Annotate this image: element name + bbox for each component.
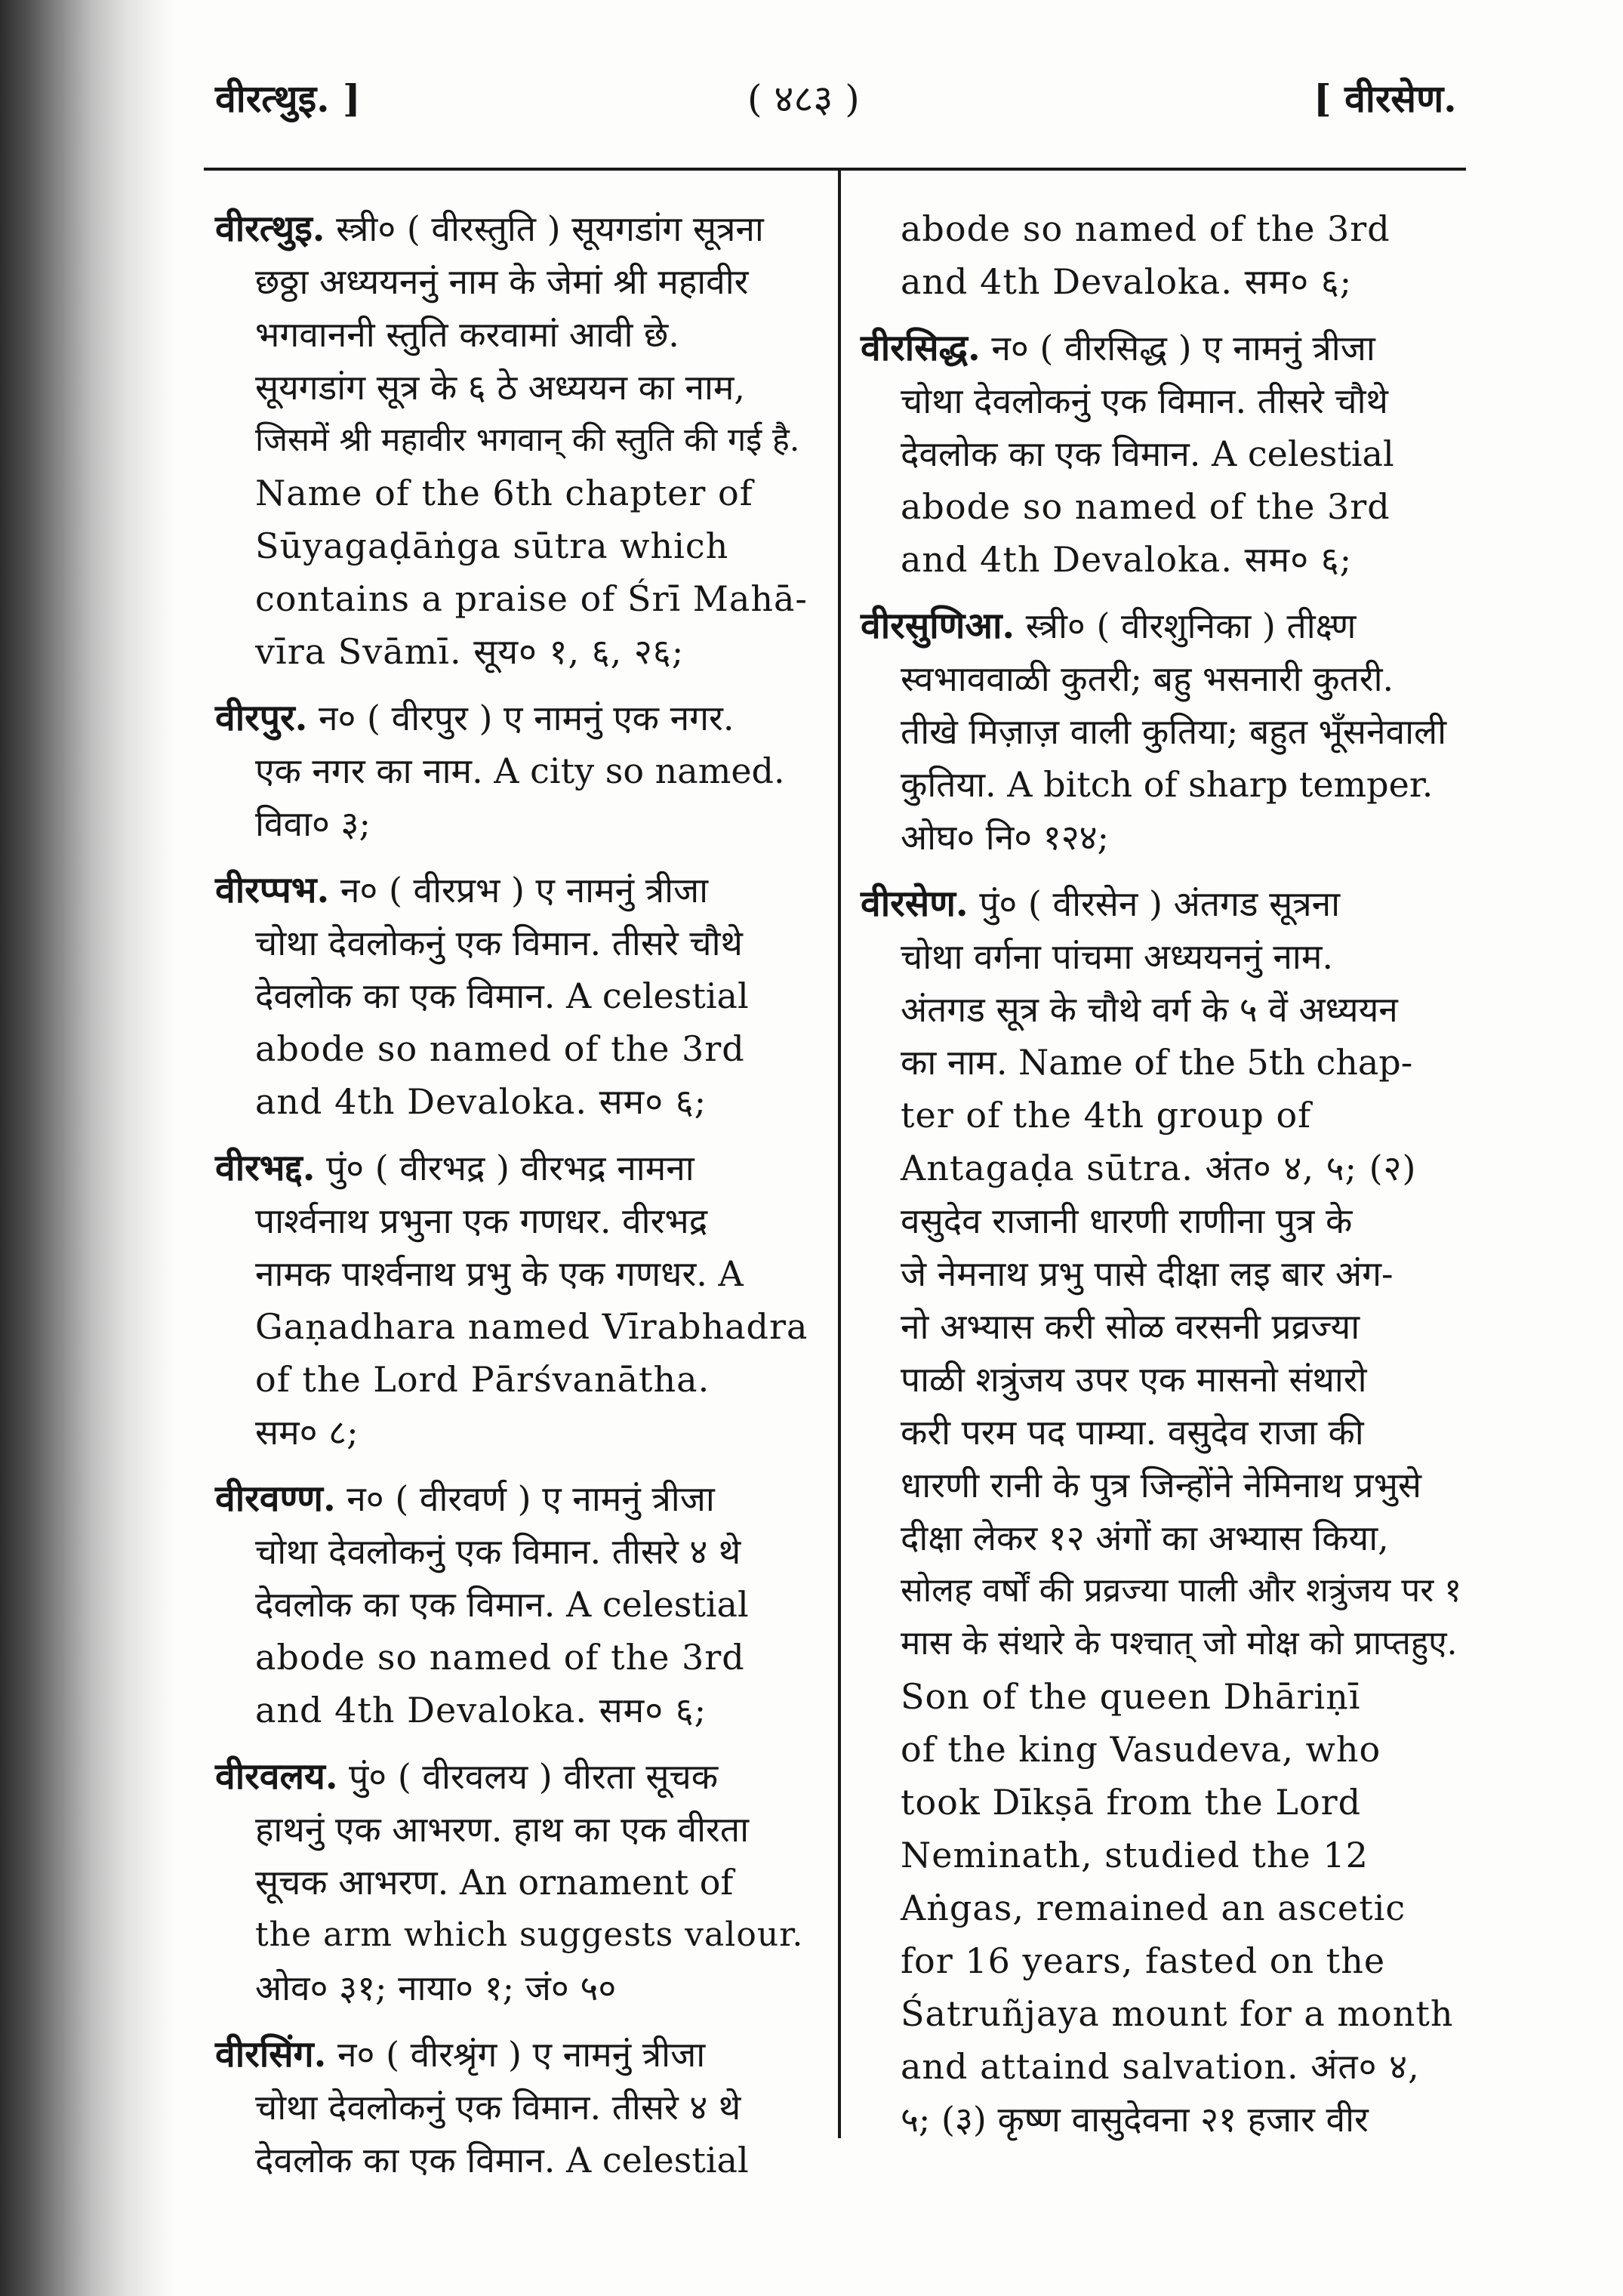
entry-line (861, 1142, 1464, 1194)
entry-line-text: का नाम. Name of the 5th chap- (901, 1042, 1413, 1083)
entry-line-text: Sūyagaḍāṅga sūtra which (255, 525, 729, 566)
entry-line (215, 864, 812, 917)
entry-line-text: जिसमें श्री महावीर भगवान् की स्तुति की गई है. (255, 421, 800, 459)
entry-line (215, 202, 812, 255)
entry-line-text: the arm which suggests valour. (255, 1915, 804, 1954)
entry-line (861, 480, 1464, 533)
entry-line (215, 1578, 812, 1631)
entry-line-text: मास के संथारे के पश्चात् जो मोक्ष को प्राप्तहुए. (901, 1624, 1458, 1663)
dictionary-entry (861, 599, 1464, 864)
entry-headword: वीरभद्द. (215, 1147, 316, 1189)
entry-line (215, 1022, 812, 1075)
dictionary-entry (215, 2028, 812, 2187)
entry-line (861, 255, 1464, 308)
entry-line-text: सम० ८; (255, 1412, 359, 1453)
entry-line (861, 877, 1464, 930)
entry-headword: वीरसेण. (861, 883, 969, 925)
entry-line (861, 374, 1464, 427)
entry-line (215, 255, 812, 308)
entry-line (861, 930, 1464, 983)
entry-line-text: ओघ० नि० १२४; (901, 817, 1110, 858)
entry-line-text: abode so named of the 3rd (901, 486, 1390, 527)
entry-line-text: and 4th Devaloka. सम० ६; (255, 1081, 707, 1122)
entry-line-text: Son of the queen Dhāriṇī (901, 1676, 1361, 1717)
entry-line (861, 1881, 1464, 1934)
dictionary-entry (861, 322, 1464, 586)
entry-line-text: न० ( वीरसिद्ध ) ए नामनुं त्रीजा (991, 328, 1375, 368)
entry-line-text: of the Lord Pārśvanātha. (255, 1359, 710, 1400)
dictionary-entry (215, 864, 812, 1128)
entry-line-text: Neminath, studied the 12 (901, 1835, 1369, 1875)
entry-line (215, 1803, 812, 1856)
entry-line-text: abode so named of the 3rd (255, 1637, 745, 1678)
entry-line-text: and 4th Devaloka. सम० ६; (901, 539, 1353, 580)
entry-line-text: पाळी शत्रुंजय उपर एक मासनो संथारो (901, 1359, 1367, 1400)
entry-line-text: भगवाननी स्तुति करवामां आवी छे. (255, 314, 679, 355)
header-rule (204, 168, 1466, 171)
entry-line (861, 1353, 1464, 1406)
entry-line (215, 2081, 812, 2134)
entry-line-text: स्त्री० ( वीरशुनिका ) तीक्ष्ण (1025, 606, 1357, 646)
left-column (215, 202, 812, 2200)
entry-line-text: ओव० ३१; नाया० १; जं० ५० (255, 1968, 617, 2008)
entry-line (215, 414, 812, 467)
entry-line (215, 1247, 812, 1300)
entry-headword: वीरपुर. (215, 697, 308, 739)
entry-line-text: जे नेमनाथ प्रभु पासे दीक्षा लइ बार अंग- (901, 1253, 1394, 1294)
entry-line (861, 1406, 1464, 1459)
entry-headword: वीरवलय. (215, 1755, 338, 1798)
entry-line-text: Aṅgas, remained an ascetic (901, 1888, 1406, 1928)
entry-line-text: सूचक आभरण. An ornament of (255, 1862, 734, 1903)
entry-line (215, 797, 812, 850)
entry-line (215, 969, 812, 1022)
entry-line (861, 1776, 1464, 1829)
entry-line (215, 1525, 812, 1578)
entry-line (215, 467, 812, 519)
entry-line (861, 1512, 1464, 1564)
entry-line (215, 1856, 812, 1909)
entry-line-text: नो अभ्यास करी सोळ वरसनी प्रव्रज्या (901, 1306, 1360, 1347)
entry-line-text: करी परम पद पाम्या. वसुदेव राजा की (901, 1412, 1364, 1453)
entry-line (861, 2040, 1464, 2093)
entry-line (861, 202, 1464, 255)
entry-line (215, 1142, 812, 1194)
entry-line (861, 1036, 1464, 1089)
entry-line (861, 1617, 1464, 1670)
entry-line-text: एक नगर का नाम. A city so named. (255, 750, 785, 791)
entry-line-text: न० ( वीरश्रृंग ) ए नामनुं त्रीजा (337, 2034, 706, 2075)
entry-line (861, 322, 1464, 374)
entry-line-text: देवलोक का एक विमान. A celestial (901, 433, 1394, 474)
entry-line (215, 1353, 812, 1406)
entry-line-text: देवलोक का एक विमान. A celestial (255, 1584, 749, 1625)
entry-headword: वीरसिंग. (215, 2033, 327, 2076)
entry-headword: वीरसिद्ध. (861, 327, 981, 369)
entry-line-text: स्वभाववाळी कुतरी; बहु भसनारी कुतरी. (901, 658, 1394, 699)
entry-line-text: चोथा देवलोकनुं एक विमान. तीसरे चौथे (255, 923, 743, 963)
entry-line-text: abode so named of the 3rd (255, 1028, 745, 1069)
entry-line-text: contains a praise of Śrī Mahā- (255, 578, 808, 619)
entry-line (861, 1300, 1464, 1353)
entry-line-text: न० ( वीरप्रभ ) ए नामनुं त्रीजा (340, 870, 709, 911)
entry-line (861, 1194, 1464, 1247)
entry-line (215, 1962, 812, 2014)
entry-line-text: Name of the 6th chapter of (255, 473, 753, 513)
entry-line-text: तीखे मिज़ाज़ वाली कुतिया; बहुत भूँसनेवाली (901, 711, 1447, 752)
entry-line (215, 1194, 812, 1247)
dictionary-entry (215, 1750, 812, 2014)
entry-line-text: धारणी रानी के पुत्र जिन्होंने नेमिनाथ प्रभुसे (901, 1465, 1422, 1505)
entry-line-text: पुं० ( वीरभद्र ) वीरभद्र नामना (326, 1148, 694, 1188)
entry-line-text: चोथा देवलोकनुं एक विमान. तीसरे ४ थे (255, 1531, 741, 1572)
entry-headword: वीरसुणिआ. (861, 605, 1015, 647)
entry-line (861, 1564, 1464, 1617)
entry-line-text: and 4th Devaloka. सम० ६; (255, 1690, 707, 1730)
entry-line-text: सूयगडांग सूत्र के ६ ठे अध्ययन का नाम, (255, 367, 746, 408)
entry-line (861, 427, 1464, 480)
entry-line (215, 2134, 812, 2187)
entry-line-text: Antagaḍa sūtra. अंत० ४, ५; (२) (901, 1148, 1417, 1188)
entry-line-text: दीक्षा लेकर १२ अंगों का अभ्यास किया, (901, 1518, 1389, 1558)
running-head-right: [ वीरसेण. (1313, 76, 1457, 121)
entry-line (215, 572, 812, 625)
entry-line (861, 652, 1464, 705)
entry-line (861, 1934, 1464, 1987)
entry-line (215, 361, 812, 414)
entry-line (861, 2093, 1464, 2146)
entry-line (215, 1472, 812, 1525)
entry-line-text: Śatruñjaya mount for a month (901, 1993, 1454, 2034)
entry-headword: वीरवण्ण. (215, 1478, 336, 1520)
entry-headword: वीरत्थुइ. (215, 208, 325, 250)
entry-line-text: अंतगड सूत्र के चौथे वर्ग के ५ वें अध्ययन (901, 989, 1398, 1030)
entry-line (861, 1247, 1464, 1300)
entry-headword: वीरप्पभ. (215, 869, 330, 911)
entry-line-text: वसुदेव राजानी धारणी राणीना पुत्र के (901, 1200, 1353, 1241)
entry-line (861, 705, 1464, 758)
entry-line (215, 1406, 812, 1459)
entry-line (861, 1089, 1464, 1142)
entry-line-text: छठ्ठा अध्ययननुं नाम के जेमां श्री महावीर (255, 261, 749, 302)
dictionary-entry (861, 877, 1464, 2146)
entry-line-text: सोलह वर्षों की प्रव्रज्या पाली और शत्रुंजय पर १ (901, 1571, 1462, 1610)
entry-line-text: and attaind salvation. अंत० ४, (901, 2046, 1420, 2087)
column-divider (838, 168, 841, 2138)
entry-line-text: and 4th Devaloka. सम० ६; (901, 261, 1353, 302)
right-column (861, 202, 1464, 2159)
entry-line (215, 519, 812, 572)
entry-line (861, 1459, 1464, 1512)
entry-line-text: न० ( वीरवर्ण ) ए नामनुं त्रीजा (346, 1478, 715, 1519)
dictionary-entry (861, 202, 1464, 308)
dictionary-entry (215, 1472, 812, 1737)
entry-line (215, 1075, 812, 1128)
entry-line (861, 1723, 1464, 1776)
entry-line-text: पुं० ( वीरवलय ) वीरता सूचक (349, 1756, 719, 1797)
entry-line-text: पुं० ( वीरसेन ) अंतगड सूत्रना (979, 883, 1341, 924)
entry-line-text: ter of the 4th group of (901, 1095, 1312, 1136)
entry-line-text: चोथा वर्गना पांचमा अध्ययननुं नाम. (901, 936, 1333, 977)
entry-line-text: न० ( वीरपुर ) ए नामनुं एक नगर. (318, 698, 735, 738)
page-number: ( ४८३ ) (747, 77, 860, 121)
entry-line-text: of the king Vasudeva, who (901, 1729, 1381, 1770)
entry-line (215, 1300, 812, 1353)
entry-line (215, 308, 812, 361)
entry-line (215, 1684, 812, 1737)
entry-line (861, 811, 1464, 864)
entry-line (215, 917, 812, 969)
book-spine-shadow (0, 0, 174, 2296)
entry-line-text: नामक पार्श्वनाथ प्रभु के एक गणधर. A (255, 1253, 744, 1294)
entry-line-text: स्त्री० ( वीरस्तुति ) सूयगडांग सूत्रना (336, 208, 764, 249)
entry-line (215, 692, 812, 744)
entry-line (861, 1670, 1464, 1723)
running-head-left: वीरत्थुइ. ] (215, 76, 361, 121)
dictionary-entry (215, 692, 812, 850)
entry-line (861, 983, 1464, 1036)
entry-line (215, 744, 812, 797)
entry-line (215, 1909, 812, 1962)
entry-line-text: चोथा देवलोकनुं एक विमान. तीसरे ४ थे (255, 2087, 741, 2128)
entry-line-text: हाथनुं एक आभरण. हाथ का एक वीरता (255, 1809, 749, 1850)
entry-line-text: vīra Svāmī. सूय० १, ६, २६; (255, 631, 685, 672)
entry-line-text: चोथा देवलोकनुं एक विमान. तीसरे चौथे (901, 381, 1388, 421)
entry-line-text: Gaṇadhara named Vīrabhadra (255, 1306, 808, 1347)
entry-line (861, 533, 1464, 586)
entry-line-text: देवलोक का एक विमान. A celestial (255, 2140, 749, 2180)
entry-line (215, 625, 812, 678)
entry-line-text: पार्श्वनाथ प्रभुना एक गणधर. वीरभद्र (255, 1200, 708, 1241)
entry-line (215, 1750, 812, 1803)
entry-line (215, 1631, 812, 1684)
entry-line (861, 758, 1464, 811)
entry-line-text: विवा० ३; (255, 803, 371, 844)
entry-line-text: देवलोक का एक विमान. A celestial (255, 975, 749, 1016)
entry-line (861, 1987, 1464, 2040)
entry-line (861, 1829, 1464, 1881)
entry-line-text: ५; (३) कृष्ण वासुदेवना २१ हजार वीर (901, 2099, 1369, 2140)
dictionary-entry (215, 202, 812, 678)
entry-line-text: for 16 years, fasted on the (901, 1940, 1386, 1981)
entry-line-text: कुतिया. A bitch of sharp temper. (901, 764, 1434, 805)
entry-line (215, 2028, 812, 2081)
entry-line (861, 599, 1464, 652)
entry-line-text: abode so named of the 3rd (901, 208, 1390, 249)
dictionary-entry (215, 1142, 812, 1459)
entry-line-text: took Dīkṣā from the Lord (901, 1782, 1362, 1823)
